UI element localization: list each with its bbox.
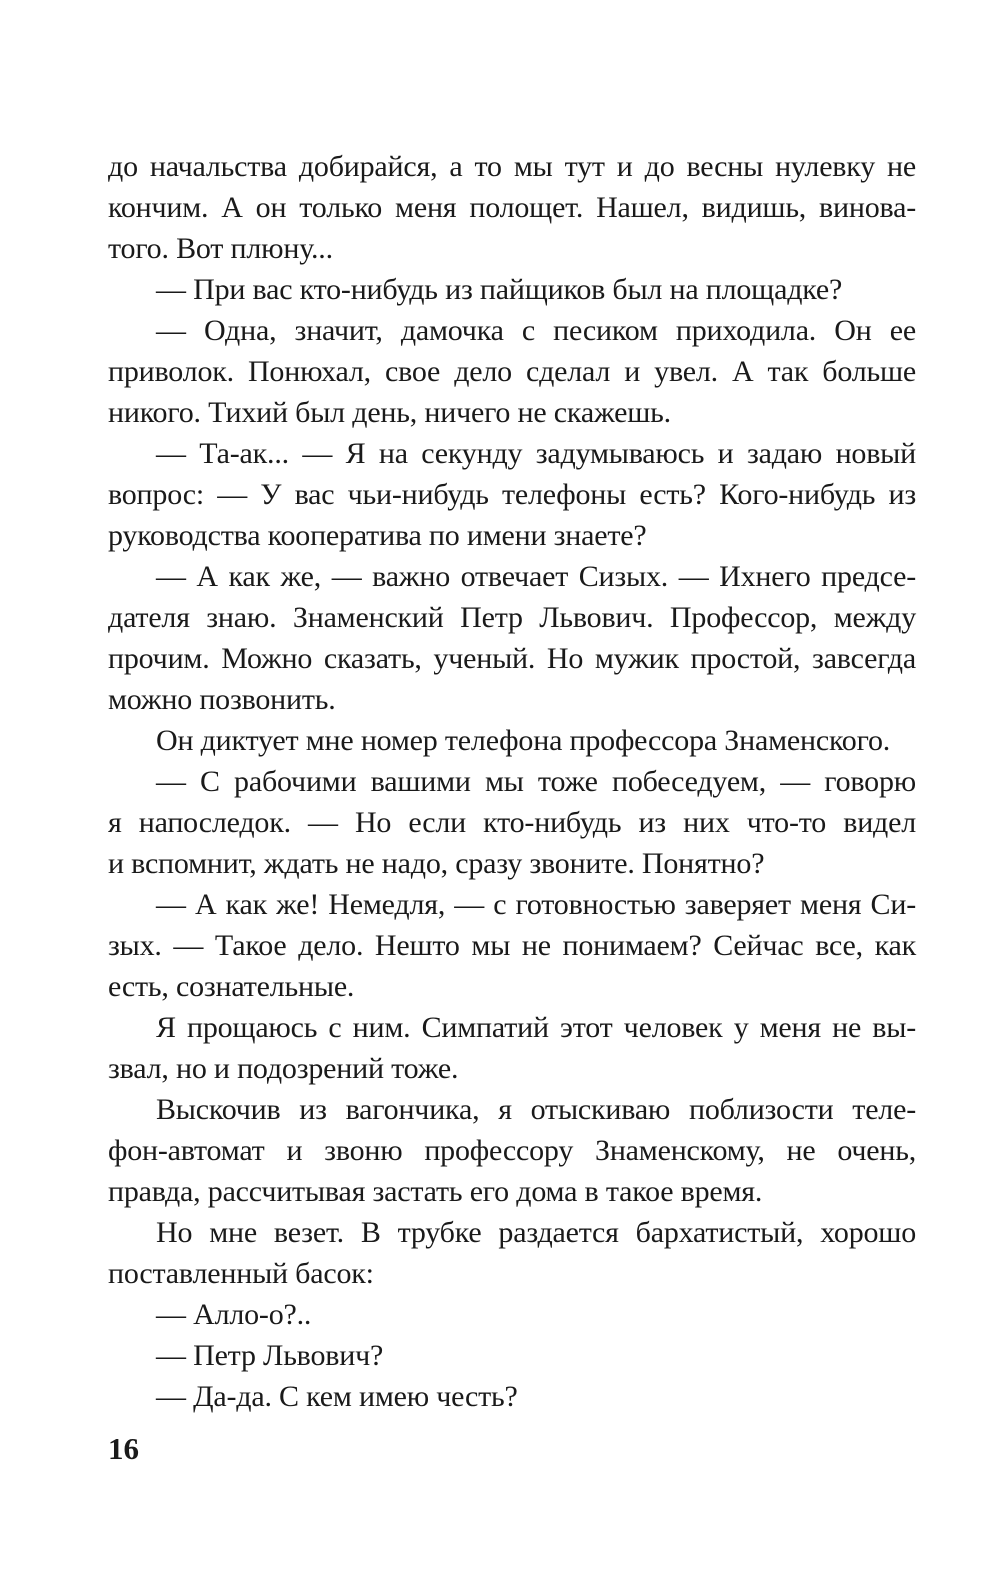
text-line: фон-автомат и звоню профессору Знаменскому, не очень, [108, 1134, 916, 1167]
text-line: правда, рассчитывая застать его дома в такое время. [108, 1175, 763, 1208]
text-line: вопрос: — У вас чьи-нибудь телефоны есть? Кого-нибудь из [108, 478, 916, 511]
text-line: есть, сознательные. [108, 970, 355, 1003]
text-line: руководства кооператива по имени знаете? [108, 519, 647, 552]
text-line: того. Вот плюну... [108, 232, 333, 265]
text-line: дателя знаю. Знаменский Петр Львович. Профессор, между [108, 601, 916, 634]
text-line: — Одна, значит, дамочка с песиком приходила. Он ее [156, 314, 916, 347]
text-line: — Алло-о?.. [156, 1298, 312, 1331]
text-line: — Та-ак... — Я на секунду задумываюсь и задаю новый [156, 437, 916, 470]
text-line: поставленный басок: [108, 1257, 374, 1290]
text-line: Он диктует мне номер телефона профессора Знаменского. [156, 724, 891, 757]
text-line: — А как же! Немедля, — с готовностью заверяет меня Си- [156, 888, 916, 921]
text-line: — Да-да. С кем имею честь? [156, 1380, 518, 1413]
text-line: Выскочив из вагончика, я отыскиваю поблизости теле- [156, 1093, 916, 1126]
text-line: и вспомнит, ждать не надо, сразу звоните. Понятно? [108, 847, 765, 880]
text-line: — С рабочими вашими мы тоже побеседуем, — говорю [156, 765, 916, 798]
body-text [108, 146, 916, 1417]
text-line: никого. Тихий был день, ничего не скажешь. [108, 396, 671, 429]
text-line: — При вас кто-нибудь из пайщиков был на площадке? [156, 273, 843, 306]
text-line: до начальства добирайся, а то мы тут и до весны нулевку не [108, 150, 916, 183]
text-line: зых. — Такое дело. Нешто мы не понимаем? Сейчас все, как [108, 929, 916, 962]
text-line: звал, но и подозрений тоже. [108, 1052, 459, 1085]
text-line: Я прощаюсь с ним. Симпатий этот человек у меня не вы- [156, 1011, 916, 1044]
text-line: можно позвонить. [108, 683, 336, 716]
text-line: прочим. Можно сказать, ученый. Но мужик простой, завсегда [108, 642, 916, 675]
page-number: 16 [108, 1431, 139, 1466]
text-line: я напоследок. — Но если кто-нибудь из них что-то видел [108, 806, 916, 839]
text-line: — Петр Львович? [156, 1339, 384, 1372]
text-line: Но мне везет. В трубке раздается бархатистый, хорошо [156, 1216, 916, 1249]
text-line: — А как же, — важно отвечает Сизых. — Ихнего предсе- [156, 560, 916, 593]
text-line: кончим. А он только меня полощет. Нашел, видишь, винова- [108, 191, 916, 224]
text-line: приволок. Понюхал, свое дело сделал и увел. А так больше [108, 355, 916, 388]
